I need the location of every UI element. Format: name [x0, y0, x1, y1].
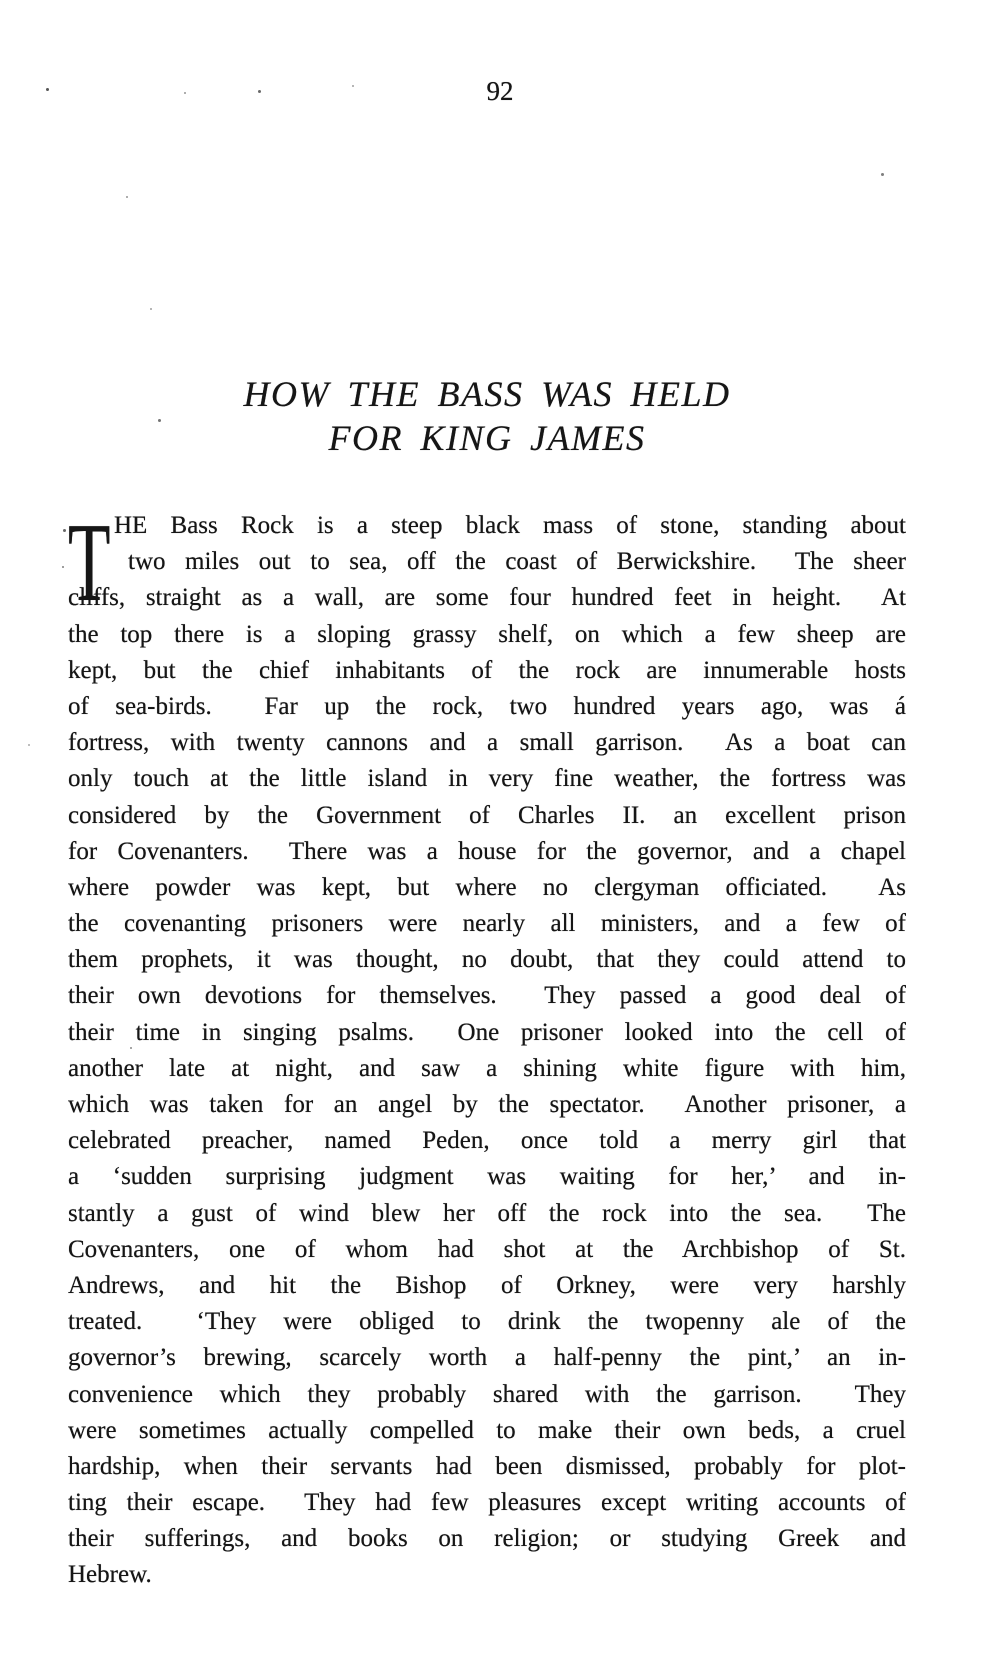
text-line: another late at night, and saw a shining white figure with him,: [68, 1054, 906, 1082]
body-text: [68, 501, 906, 1594]
text-line: which was taken for an angel by the spectator. Another prisoner, a: [68, 1091, 906, 1118]
scan-speck: [150, 308, 152, 310]
text-line: Hebrew.: [68, 1561, 152, 1589]
text-line: their time in singing psalms. One prisoner looked into the cell of: [68, 1018, 906, 1046]
scan-speck: [62, 566, 64, 568]
text-line: Covenanters, one of whom had shot at the Archbishop of St.: [68, 1235, 906, 1263]
text-line: of sea-birds. Far up the rock, two hundred years ago, was á: [68, 692, 906, 720]
chapter-title: [68, 372, 906, 460]
text-line: a ‘sudden surprising judgment was waiting for her,’ and in-: [68, 1163, 906, 1191]
chapter-title-line-2: FOR KING JAMES: [328, 418, 646, 458]
text-line: stantly a gust of wind blew her off the rock into the sea. The: [68, 1199, 906, 1227]
text-line: celebrated preacher, named Peden, once told a merry girl that: [68, 1127, 906, 1155]
text-line: two miles out to sea, off the coast of Berwickshire. The sheer: [128, 548, 906, 576]
text-line: only touch at the little island in very fine weather, the fortress was: [68, 765, 906, 793]
text-line: fortress, with twenty cannons and a small garrison. As a boat can: [68, 729, 906, 757]
text-line: where powder was kept, but where no clergyman officiated. As: [68, 873, 906, 901]
scan-speck: [46, 88, 49, 91]
scan-speck: [184, 92, 186, 94]
scan-speck: [130, 1047, 132, 1049]
text-line: their own devotions for themselves. They passed a good deal of: [68, 982, 906, 1010]
text-line: them prophets, it was thought, no doubt, that they could attend to: [68, 946, 906, 974]
text-line: their sufferings, and books on religion; or studying Greek and: [68, 1525, 906, 1553]
scan-speck: [63, 529, 66, 532]
scan-speck: [881, 173, 884, 176]
paragraph: [68, 501, 906, 1594]
text-line: governor’s brewing, scarcely worth a half-penny the pint,’ an in-: [68, 1344, 906, 1372]
scan-speck: [158, 419, 161, 422]
text-line: kept, but the chief inhabitants of the rock are innumerable hosts: [68, 656, 906, 684]
text-line: for Covenanters. There was a house for the governor, and a chapel: [68, 837, 906, 865]
text-line: HE Bass Rock is a steep black mass of stone, standing about: [114, 512, 906, 539]
text-line: treated. ‘They were obliged to drink the twopenny ale of the: [68, 1308, 906, 1336]
text-line: the covenanting prisoners were nearly all ministers, and a few of: [68, 910, 906, 938]
text-line: were sometimes actually compelled to make their own beds, a cruel: [68, 1416, 906, 1444]
scan-speck: [126, 196, 128, 198]
text-line: ting their escape. They had few pleasures except writing accounts of: [68, 1489, 906, 1517]
scan-speck: [258, 90, 261, 93]
scan-speck: [28, 744, 30, 746]
text-line: cliffs, straight as a wall, are some four hundred feet in height. At: [68, 584, 906, 612]
drop-cap: T: [68, 501, 111, 625]
chapter-title-line-1: HOW THE BASS WAS HELD: [243, 374, 731, 414]
page-number: 92: [486, 76, 514, 106]
scan-speck: [352, 85, 354, 87]
text-line: the top there is a sloping grassy shelf, on which a few sheep are: [68, 620, 906, 648]
text-line: hardship, when their servants had been dismissed, probably for plot-: [68, 1452, 906, 1480]
text-line: Andrews, and hit the Bishop of Orkney, were very harshly: [68, 1271, 906, 1299]
text-line: convenience which they probably shared with the garrison. They: [68, 1380, 906, 1408]
text-line: considered by the Government of Charles II. an excellent prison: [68, 801, 906, 829]
